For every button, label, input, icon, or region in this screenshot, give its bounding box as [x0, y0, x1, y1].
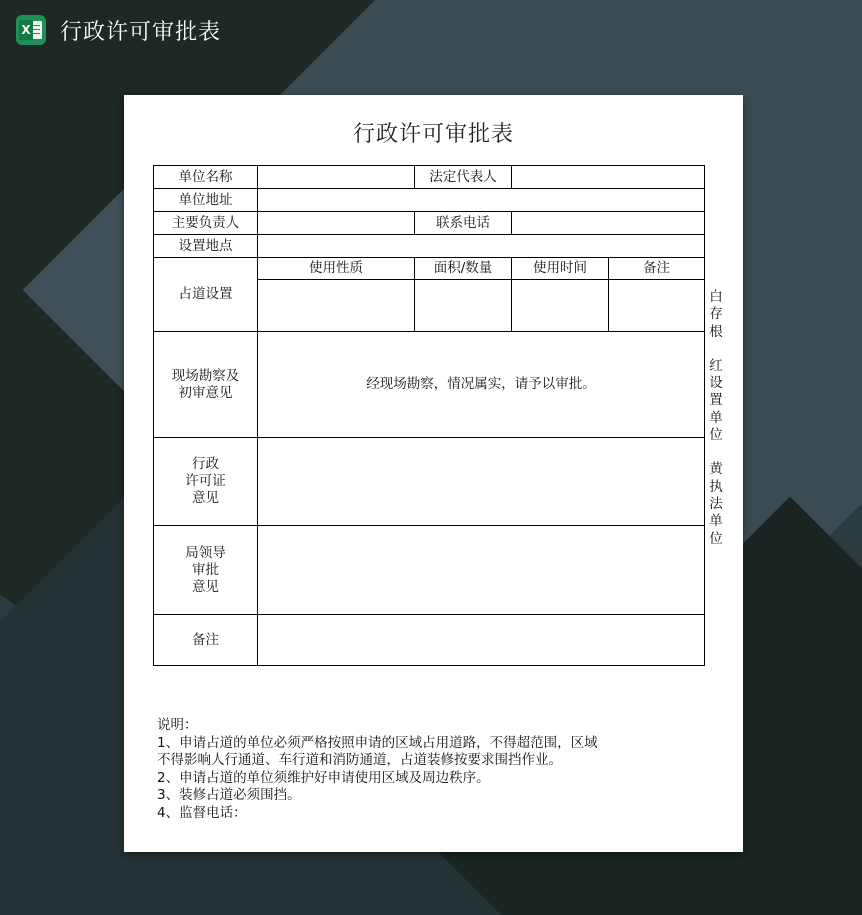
document-title: 行政许可审批表 [352, 122, 514, 147]
side-char: 红 [709, 357, 723, 374]
copy-distribution-note [708, 289, 724, 548]
label-admin-opinion [154, 438, 258, 526]
label-bureau-line3: 意见 [192, 578, 219, 595]
label-admin-line3: 意见 [192, 490, 219, 506]
notes-section [157, 717, 717, 823]
field-survey-opinion[interactable]: 经现场勘察，情况属实，请予以审批。 [258, 332, 705, 438]
approval-form-table [153, 165, 705, 666]
side-char: 黄 [709, 461, 723, 478]
header-remark: 备注 [609, 258, 705, 280]
label-survey-line2: 初审意见 [178, 384, 233, 401]
title-bar [16, 12, 221, 48]
label-remark-row: 备注 [154, 615, 258, 666]
side-char: 根 [709, 323, 723, 340]
side-char: 单 [709, 513, 723, 530]
field-use-time[interactable] [512, 280, 609, 332]
label-location: 设置地点 [154, 235, 258, 258]
field-unit-name[interactable] [258, 166, 415, 189]
label-admin-line1: 行政 [192, 456, 219, 472]
field-main-person[interactable] [258, 212, 415, 235]
label-phone: 联系电话 [415, 212, 512, 235]
field-use-nature[interactable] [258, 280, 415, 332]
side-char: 存 [709, 306, 723, 323]
excel-icon: X [16, 15, 46, 45]
document-page [124, 95, 743, 852]
field-admin-opinion[interactable] [258, 438, 705, 526]
label-survey-opinion [154, 332, 258, 438]
label-admin-line2: 许可证 [185, 473, 226, 489]
label-main-person: 主要负责人 [154, 212, 258, 235]
notes-line: 2、申请占道的单位须维护好申请使用区域及周边秩序。 [157, 769, 490, 786]
header-use-time: 使用时间 [512, 258, 609, 280]
label-bureau-line2: 审批 [192, 561, 219, 578]
side-char: 单 [709, 409, 723, 426]
label-bureau-opinion [154, 526, 258, 615]
side-char: 法 [709, 495, 723, 512]
field-bureau-opinion[interactable] [258, 526, 705, 615]
field-unit-address[interactable] [258, 189, 705, 212]
field-area-qty[interactable] [415, 280, 512, 332]
side-char: 位 [709, 530, 723, 547]
label-survey-line1: 现场勘察及 [171, 367, 240, 384]
side-char: 置 [709, 392, 723, 409]
notes-line: 3、装修占道必须围挡。 [157, 787, 301, 804]
notes-line: 4、监督电话： [157, 804, 247, 821]
side-char: 白 [709, 289, 723, 305]
side-char: 执 [709, 478, 723, 495]
app-title: 行政许可审批表 [60, 19, 222, 45]
label-occupy-setup: 占道设置 [154, 258, 258, 332]
side-char: 位 [709, 427, 723, 444]
label-unit-address: 单位地址 [154, 189, 258, 212]
field-remark-row[interactable] [258, 615, 705, 666]
side-char: 设 [709, 375, 723, 392]
label-bureau-line1: 局领导 [185, 544, 226, 561]
field-phone[interactable] [512, 212, 705, 235]
label-legal-rep: 法定代表人 [415, 166, 512, 189]
notes-heading: 说明： [157, 717, 198, 733]
header-area-qty: 面积/数量 [415, 258, 512, 280]
label-unit-name: 单位名称 [154, 166, 258, 189]
field-remark[interactable] [609, 280, 705, 332]
notes-line: 不得影响人行通道、车行道和消防通道，占道装修按要求围挡作业。 [157, 752, 562, 769]
field-location[interactable] [258, 235, 705, 258]
header-use-nature: 使用性质 [258, 258, 415, 280]
field-legal-rep[interactable] [512, 166, 705, 189]
notes-line: 1、申请占道的单位必须严格按照申请的区域占用道路，不得超范围，区域 [157, 734, 598, 751]
